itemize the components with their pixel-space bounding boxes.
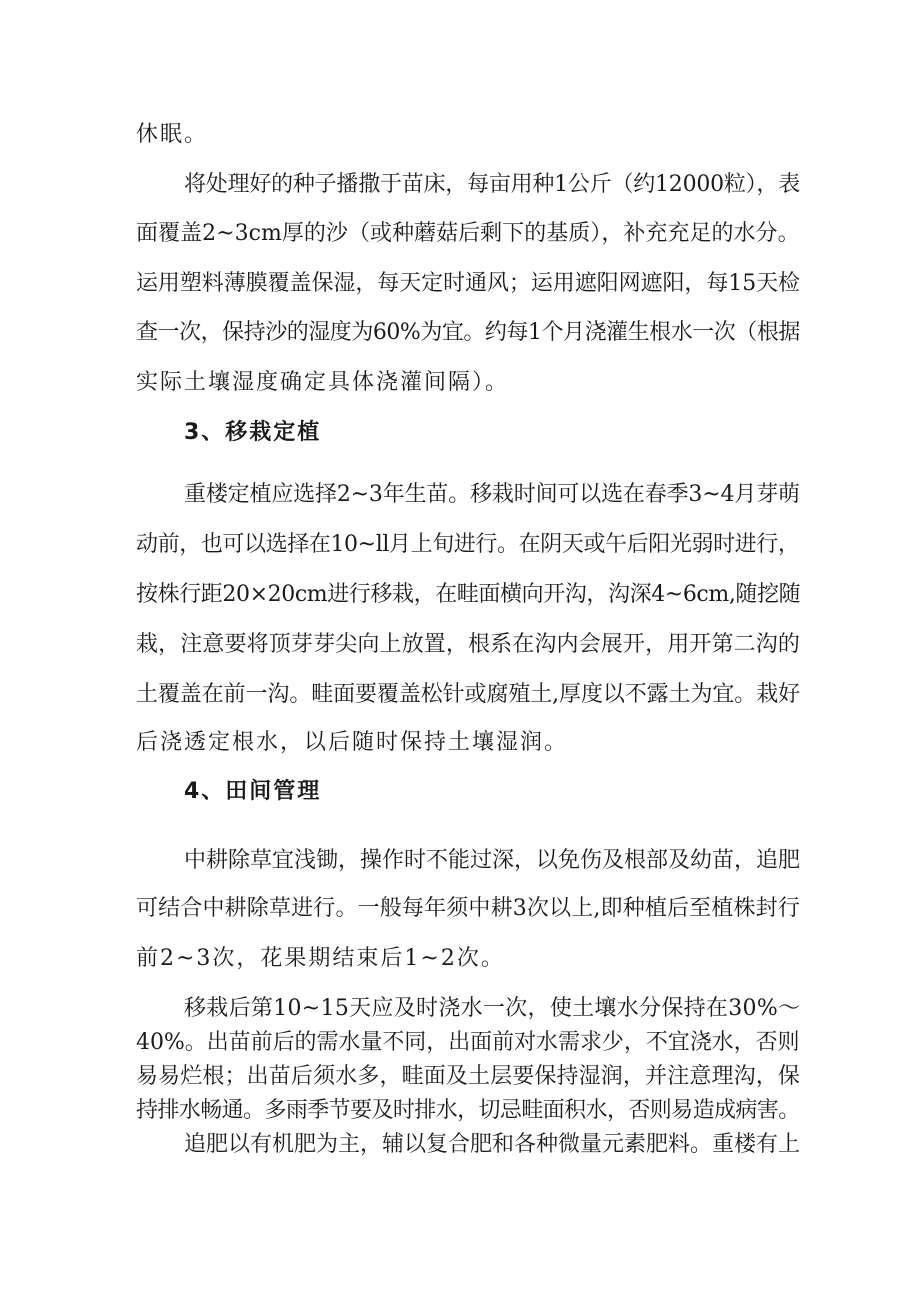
text-line: 运用塑料薄膜覆盖保湿，每天定时通风；运用遮阳网遮阳，每15天检 [136, 271, 800, 296]
text-line: 土覆盖在前一沟。畦面要覆盖松针或腐殖土,厚度以不露土为宜。栽好 [136, 682, 800, 707]
text-line: 动前，也可以选择在10~ll月上旬进行。在阴天或午后阳光弱时进行， [136, 532, 800, 557]
text-line: 中耕除草宜浅锄，操作时不能过深，以免伤及根部及幼苗，追肥 [184, 848, 801, 873]
text-line: 重楼定植应选择2~3年生苗。移栽时间可以选在春季3~4月芽萌 [184, 482, 800, 507]
text-line: 按株行距20×20cm进行移栽，在畦面横向开沟，沟深4~6cm,随挖随 [136, 582, 801, 607]
text-line: 查一次，保持沙的湿度为60%为宜。约每1个月浇灌生根水一次（根据 [136, 320, 800, 345]
text-line: 将处理好的种子播撒于苗床，每亩用种1公斤（约12000粒），表 [184, 172, 800, 197]
text-line: 易易烂根；出苗后须水多，畦面及土层要保持湿润，并注意理沟，保 [136, 1064, 801, 1089]
text-line: 实际土壤湿度确定具体浇灌间隔）。 [136, 370, 510, 395]
text-line: 40%。出苗前后的需水量不同，出面前对水需求少，不宜浇水，否则 [136, 1030, 800, 1055]
section-heading-transplant: 3、移栽定植 [184, 420, 322, 445]
text-line: 前2~3次，花果期结束后1~2次。 [136, 946, 505, 971]
text-line: 移栽后第10~15天应及时浇水一次，使土壤水分保持在30%～ [184, 996, 801, 1021]
section-heading-field-management: 4、田间管理 [184, 779, 322, 804]
text-line: 后浇透定根水，以后随时保持土壤湿润。 [136, 730, 569, 755]
text-line: 栽，注意要将顶芽芽尖向上放置，根系在沟内会展开，用开第二沟的 [136, 632, 801, 657]
text-line: 休眠。 [136, 122, 209, 147]
text-line: 面覆盖2~3cm厚的沙（或种蘑菇后剩下的基质），补充充足的水分。 [136, 221, 800, 246]
text-line: 追肥以有机肥为主，辅以复合肥和各种微量元素肥料。重楼有上 [184, 1132, 801, 1157]
text-line: 可结合中耕除草进行。一般每年须中耕3次以上,即种植后至植株封行 [136, 896, 800, 921]
text-line: 持排水畅通。多雨季节要及时排水，切忌畦面积水，否则易造成病害。 [136, 1098, 800, 1123]
